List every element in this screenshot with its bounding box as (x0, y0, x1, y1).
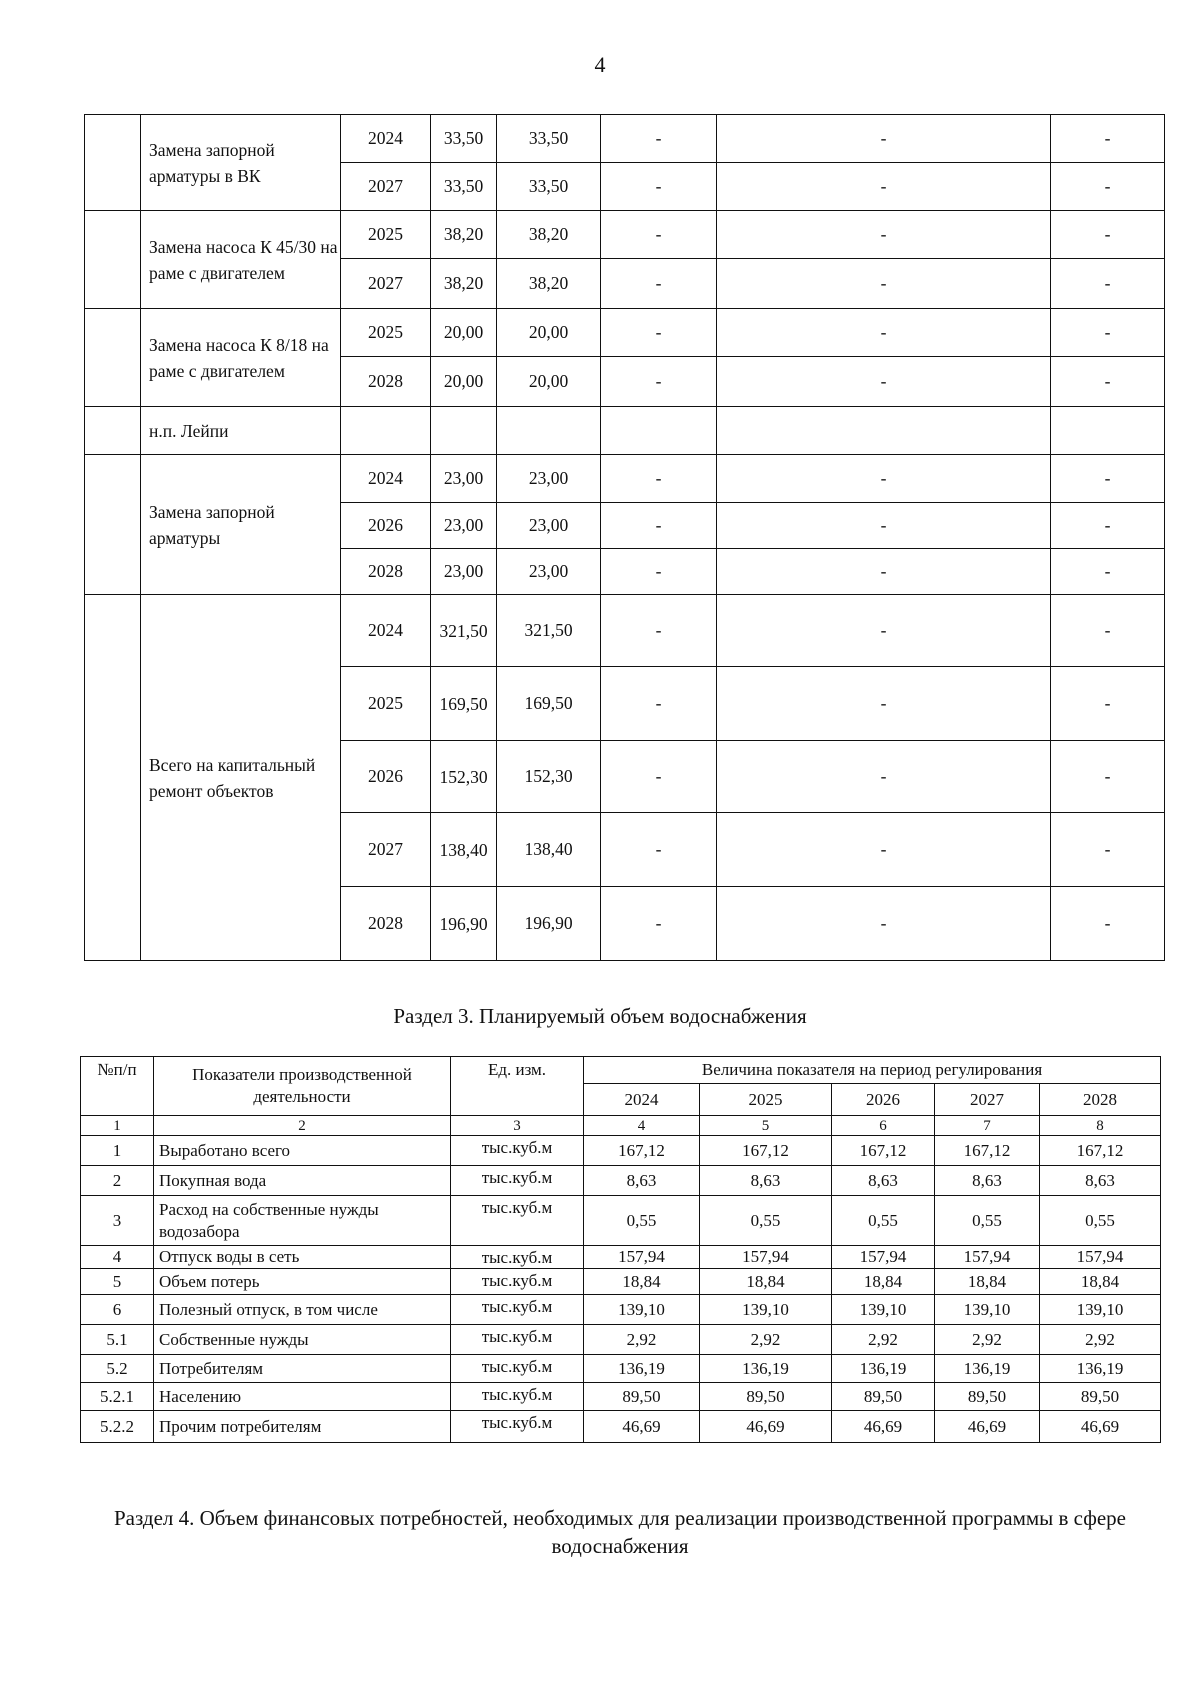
dash-cell: - (717, 309, 1051, 357)
value-cell: 23,00 (497, 455, 601, 503)
value-cell: 196,90 (497, 887, 601, 961)
year-cell: 2026 (341, 503, 431, 549)
value-cell: 157,94 (832, 1246, 935, 1269)
year-cell: 2024 (341, 455, 431, 503)
value-cell: 2,92 (832, 1325, 935, 1355)
table-row (85, 309, 1165, 357)
value-cell: 38,20 (497, 259, 601, 309)
value-cell: 136,19 (700, 1355, 832, 1383)
value-cell: 38,20 (497, 211, 601, 259)
value-cell: 0,55 (584, 1196, 700, 1246)
table-row (81, 1136, 1161, 1166)
row-num-cell (85, 211, 141, 309)
header-num: №п/п (81, 1057, 154, 1116)
group-name: н.п. Лейпи (141, 407, 341, 455)
table-row (81, 1295, 1161, 1325)
dash-cell: - (601, 887, 717, 961)
dash-cell: - (601, 595, 717, 667)
value-cell: 167,12 (1040, 1136, 1161, 1166)
value-cell: 38,20 (431, 259, 497, 309)
value-cell: 167,12 (935, 1136, 1040, 1166)
dash-cell: - (1051, 309, 1165, 357)
header-indicator: Показатели производственной деятельности (154, 1057, 451, 1116)
value-cell: 167,12 (584, 1136, 700, 1166)
value-cell: 20,00 (431, 309, 497, 357)
unit-cell: тыс.куб.м (451, 1246, 584, 1269)
indicator-name: Населению (154, 1383, 451, 1411)
unit-cell: тыс.куб.м (451, 1295, 584, 1325)
dash-cell: - (1051, 595, 1165, 667)
value-cell: 0,55 (1040, 1196, 1161, 1246)
group-name: Замена насоса К 45/30 на раме с двигателем (141, 211, 341, 309)
row-num-cell (85, 595, 141, 961)
indicator-name: Потребителям (154, 1355, 451, 1383)
column-number: 6 (832, 1116, 935, 1136)
value-cell: 157,94 (1040, 1246, 1161, 1269)
row-number: 3 (81, 1196, 154, 1246)
column-number: 4 (584, 1116, 700, 1136)
dash-cell: - (717, 667, 1051, 741)
dash-cell: - (601, 211, 717, 259)
empty-cell (341, 407, 431, 455)
dash-cell: - (601, 309, 717, 357)
value-cell: 23,00 (431, 455, 497, 503)
unit-cell: тыс.куб.м (451, 1383, 584, 1411)
value-cell: 23,00 (431, 503, 497, 549)
dash-cell: - (717, 259, 1051, 309)
row-number: 5.1 (81, 1325, 154, 1355)
unit-cell: тыс.куб.м (451, 1166, 584, 1196)
value-cell: 2,92 (1040, 1325, 1161, 1355)
dash-cell: - (1051, 115, 1165, 163)
year-cell: 2028 (341, 357, 431, 407)
column-number: 3 (451, 1116, 584, 1136)
empty-cell (1051, 407, 1165, 455)
dash-cell: - (1051, 667, 1165, 741)
row-number: 4 (81, 1246, 154, 1269)
value-cell: 0,55 (700, 1196, 832, 1246)
value-cell: 138,40 (431, 813, 497, 887)
header-unit: Ед. изм. (451, 1057, 584, 1116)
value-cell: 8,63 (832, 1166, 935, 1196)
value-cell: 8,63 (935, 1166, 1040, 1196)
value-cell: 23,00 (497, 503, 601, 549)
value-cell: 89,50 (832, 1383, 935, 1411)
year-cell: 2028 (341, 549, 431, 595)
dash-cell: - (601, 357, 717, 407)
unit-cell: тыс.куб.м (451, 1411, 584, 1443)
value-cell: 157,94 (935, 1246, 1040, 1269)
table-row (85, 455, 1165, 503)
value-cell: 136,19 (1040, 1355, 1161, 1383)
indicator-name: Отпуск воды в сеть (154, 1246, 451, 1269)
group-name: Замена запорной арматуры (141, 455, 341, 595)
row-num-cell (85, 455, 141, 595)
unit-cell: тыс.куб.м (451, 1269, 584, 1295)
header-year: 2028 (1040, 1084, 1161, 1116)
dash-cell: - (717, 549, 1051, 595)
row-number: 1 (81, 1136, 154, 1166)
table-row (85, 407, 1165, 455)
empty-cell (601, 407, 717, 455)
value-cell: 46,69 (935, 1411, 1040, 1443)
year-cell: 2024 (341, 595, 431, 667)
value-cell: 167,12 (832, 1136, 935, 1166)
value-cell: 321,50 (497, 595, 601, 667)
column-number-row (81, 1116, 1161, 1136)
value-cell: 157,94 (584, 1246, 700, 1269)
value-cell: 46,69 (700, 1411, 832, 1443)
dash-cell: - (1051, 741, 1165, 813)
dash-cell: - (717, 115, 1051, 163)
value-cell: 18,84 (584, 1269, 700, 1295)
dash-cell: - (601, 455, 717, 503)
dash-cell: - (1051, 211, 1165, 259)
dash-cell: - (717, 211, 1051, 259)
column-number: 1 (81, 1116, 154, 1136)
indicator-name: Прочим потребителям (154, 1411, 451, 1443)
value-cell: 321,50 (431, 595, 497, 667)
indicator-name: Покупная вода (154, 1166, 451, 1196)
row-number: 6 (81, 1295, 154, 1325)
empty-cell (717, 407, 1051, 455)
indicator-name: Расход на собственные нужды водозабора (154, 1196, 451, 1246)
dash-cell: - (1051, 887, 1165, 961)
value-cell: 18,84 (700, 1269, 832, 1295)
value-cell: 136,19 (584, 1355, 700, 1383)
dash-cell: - (717, 887, 1051, 961)
value-cell: 33,50 (497, 115, 601, 163)
value-cell: 23,00 (431, 549, 497, 595)
value-cell: 139,10 (1040, 1295, 1161, 1325)
indicator-name: Выработано всего (154, 1136, 451, 1166)
value-cell: 0,55 (832, 1196, 935, 1246)
dash-cell: - (717, 503, 1051, 549)
dash-cell: - (1051, 357, 1165, 407)
value-cell: 33,50 (431, 163, 497, 211)
value-cell: 20,00 (497, 309, 601, 357)
unit-cell: тыс.куб.м (451, 1355, 584, 1383)
value-cell: 46,69 (832, 1411, 935, 1443)
year-cell: 2027 (341, 259, 431, 309)
table-row (81, 1166, 1161, 1196)
value-cell: 18,84 (935, 1269, 1040, 1295)
unit-cell: тыс.куб.м (451, 1196, 584, 1246)
header-year: 2025 (700, 1084, 832, 1116)
value-cell: 89,50 (700, 1383, 832, 1411)
value-cell: 157,94 (700, 1246, 832, 1269)
dash-cell: - (601, 115, 717, 163)
dash-cell: - (601, 667, 717, 741)
dash-cell: - (1051, 163, 1165, 211)
indicator-name: Объем потерь (154, 1269, 451, 1295)
empty-cell (497, 407, 601, 455)
table-row (85, 211, 1165, 259)
header-year: 2026 (832, 1084, 935, 1116)
value-cell: 33,50 (431, 115, 497, 163)
header-year: 2027 (935, 1084, 1040, 1116)
value-cell: 136,19 (832, 1355, 935, 1383)
row-number: 5 (81, 1269, 154, 1295)
dash-cell: - (717, 595, 1051, 667)
year-cell: 2026 (341, 741, 431, 813)
year-cell: 2025 (341, 309, 431, 357)
unit-cell: тыс.куб.м (451, 1325, 584, 1355)
column-number: 2 (154, 1116, 451, 1136)
row-num-cell (85, 115, 141, 211)
value-cell: 18,84 (1040, 1269, 1161, 1295)
water-supply-volume-table (80, 1056, 1161, 1443)
year-cell: 2027 (341, 163, 431, 211)
dash-cell: - (1051, 455, 1165, 503)
row-num-cell (85, 309, 141, 407)
value-cell: 2,92 (584, 1325, 700, 1355)
dash-cell: - (1051, 503, 1165, 549)
dash-cell: - (601, 503, 717, 549)
value-cell: 89,50 (1040, 1383, 1161, 1411)
value-cell: 136,19 (935, 1355, 1040, 1383)
indicator-name: Собственные нужды (154, 1325, 451, 1355)
dash-cell: - (717, 163, 1051, 211)
dash-cell: - (1051, 549, 1165, 595)
table-row (81, 1411, 1161, 1443)
table-row (85, 115, 1165, 163)
dash-cell: - (601, 741, 717, 813)
value-cell: 152,30 (497, 741, 601, 813)
value-cell: 18,84 (832, 1269, 935, 1295)
table-row (81, 1383, 1161, 1411)
value-cell: 38,20 (431, 211, 497, 259)
value-cell: 8,63 (1040, 1166, 1161, 1196)
value-cell: 20,00 (497, 357, 601, 407)
group-name: Замена насоса К 8/18 на раме с двигателем (141, 309, 341, 407)
column-number: 7 (935, 1116, 1040, 1136)
dash-cell: - (1051, 813, 1165, 887)
year-cell: 2025 (341, 667, 431, 741)
table-row (85, 595, 1165, 667)
row-number: 5.2.1 (81, 1383, 154, 1411)
empty-cell (431, 407, 497, 455)
table-row (81, 1196, 1161, 1246)
value-cell: 46,69 (584, 1411, 700, 1443)
value-cell: 139,10 (832, 1295, 935, 1325)
year-cell: 2024 (341, 115, 431, 163)
row-number: 5.2.2 (81, 1411, 154, 1443)
group-name: Всего на капитальный ремонт объектов (141, 595, 341, 961)
value-cell: 8,63 (584, 1166, 700, 1196)
value-cell: 46,69 (1040, 1411, 1161, 1443)
year-cell: 2025 (341, 211, 431, 259)
column-number: 8 (1040, 1116, 1161, 1136)
dash-cell: - (601, 549, 717, 595)
group-name: Замена запорной арматуры в ВК (141, 115, 341, 211)
row-num-cell (85, 407, 141, 455)
value-cell: 139,10 (700, 1295, 832, 1325)
header-year: 2024 (584, 1084, 700, 1116)
dash-cell: - (717, 813, 1051, 887)
unit-cell: тыс.куб.м (451, 1136, 584, 1166)
value-cell: 2,92 (700, 1325, 832, 1355)
dash-cell: - (601, 259, 717, 309)
value-cell: 2,92 (935, 1325, 1040, 1355)
year-cell: 2027 (341, 813, 431, 887)
value-cell: 167,12 (700, 1136, 832, 1166)
value-cell: 33,50 (497, 163, 601, 211)
dash-cell: - (601, 813, 717, 887)
table-row (81, 1246, 1161, 1269)
page-number: 4 (594, 52, 606, 77)
value-cell: 20,00 (431, 357, 497, 407)
repair-schedule-table (84, 114, 1165, 961)
row-number: 5.2 (81, 1355, 154, 1383)
section-3-title: Раздел 3. Планируемый объем водоснабжения (393, 1004, 807, 1028)
value-cell: 169,50 (497, 667, 601, 741)
value-cell: 8,63 (700, 1166, 832, 1196)
value-cell: 152,30 (431, 741, 497, 813)
value-cell: 196,90 (431, 887, 497, 961)
row-number: 2 (81, 1166, 154, 1196)
dash-cell: - (717, 357, 1051, 407)
dash-cell: - (717, 455, 1051, 503)
section-4-title: Раздел 4. Объем финансовых потребностей, необходимых для реализации производственной программы в сфере водоснабжения (113, 1506, 1127, 1558)
table-row (81, 1355, 1161, 1383)
value-cell: 139,10 (584, 1295, 700, 1325)
table-row (81, 1325, 1161, 1355)
value-cell: 139,10 (935, 1295, 1040, 1325)
table-row (81, 1269, 1161, 1295)
value-cell: 0,55 (935, 1196, 1040, 1246)
value-cell: 138,40 (497, 813, 601, 887)
dash-cell: - (1051, 259, 1165, 309)
dash-cell: - (601, 163, 717, 211)
year-cell: 2028 (341, 887, 431, 961)
column-number: 5 (700, 1116, 832, 1136)
indicator-name: Полезный отпуск, в том числе (154, 1295, 451, 1325)
header-period: Величина показателя на период регулирования (584, 1057, 1161, 1084)
value-cell: 169,50 (431, 667, 497, 741)
value-cell: 89,50 (584, 1383, 700, 1411)
value-cell: 23,00 (497, 549, 601, 595)
value-cell: 89,50 (935, 1383, 1040, 1411)
dash-cell: - (717, 741, 1051, 813)
